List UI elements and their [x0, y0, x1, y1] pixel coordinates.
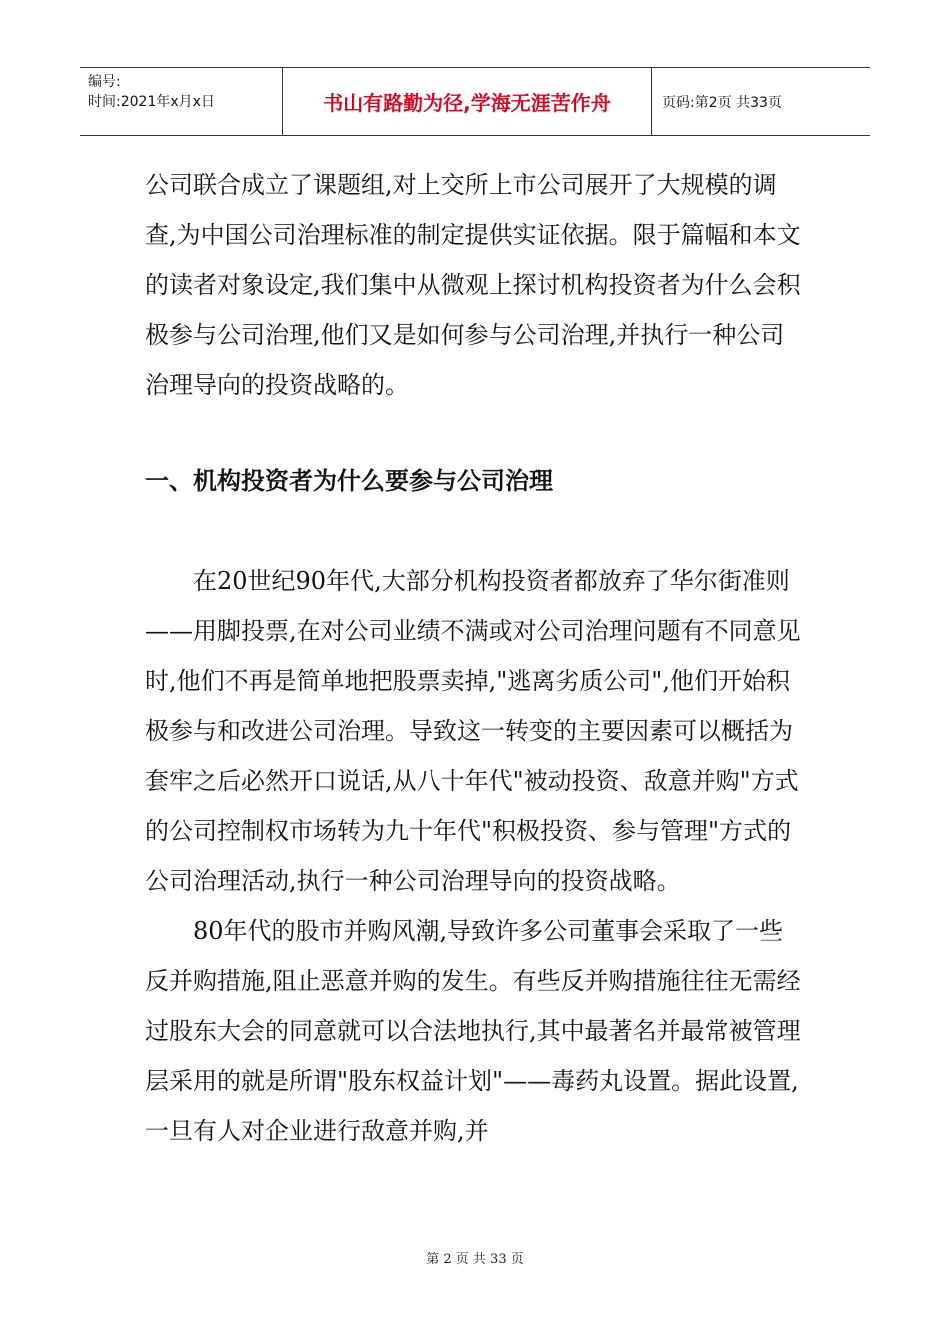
header-meta — [80, 68, 282, 135]
spacer — [145, 506, 807, 556]
paragraph: 在20世纪90年代,大部分机构投资者都放弃了华尔街准则——用脚投票,在对公司业绩不满或对公司治理问题有不同意见时,他们不再是简单地把股票卖掉,"逃离劣质公司",他们开始积极参与和改进公司治理。导致这一转变的主要因素可以概括为套牢之后必然开口说话,从八十年代"被动投资、敌意并购"方式的公司控制权市场转为九十年代"积极投资、参与管理"方式的公司治理活动,执行一种公司治理导向的投资战略。 — [145, 567, 801, 895]
page-header — [80, 67, 870, 136]
paragraph: 80年代的股市并购风潮,导致许多公司董事会采取了一些反并购措施,阻止恶意并购的发生。有些反并购措施往往无需经过股东大会的同意就可以合法地执行,其中最著名并最常被管理层采用的就是所谓"股东权益计划"——毒药丸设置。据此设置,一旦有人对企业进行敌意并购,并 — [145, 917, 801, 1145]
date-label: 时间:2021年x月x日 — [88, 94, 215, 110]
number-label: 编号: — [88, 74, 121, 90]
document-body — [145, 160, 807, 1156]
header-motto: 书山有路勤为径,学海无涯苦作舟 — [282, 68, 652, 135]
section-heading: 一、机构投资者为什么要参与公司治理 — [145, 467, 553, 495]
page-footer: 第 2 页 共 33 页 — [426, 1252, 524, 1267]
paragraph: 公司联合成立了课题组,对上交所上市公司展开了大规模的调查,为中国公司治理标准的制定提供实证依据。限于篇幅和本文的读者对象设定,我们集中从微观上探讨机构投资者为什么会积极参与公司治理,他们又是如何参与公司治理,并执行一种公司治理导向的投资战略的。 — [145, 171, 801, 399]
header-page-info: 页码:第2页 共33页 — [662, 94, 782, 111]
